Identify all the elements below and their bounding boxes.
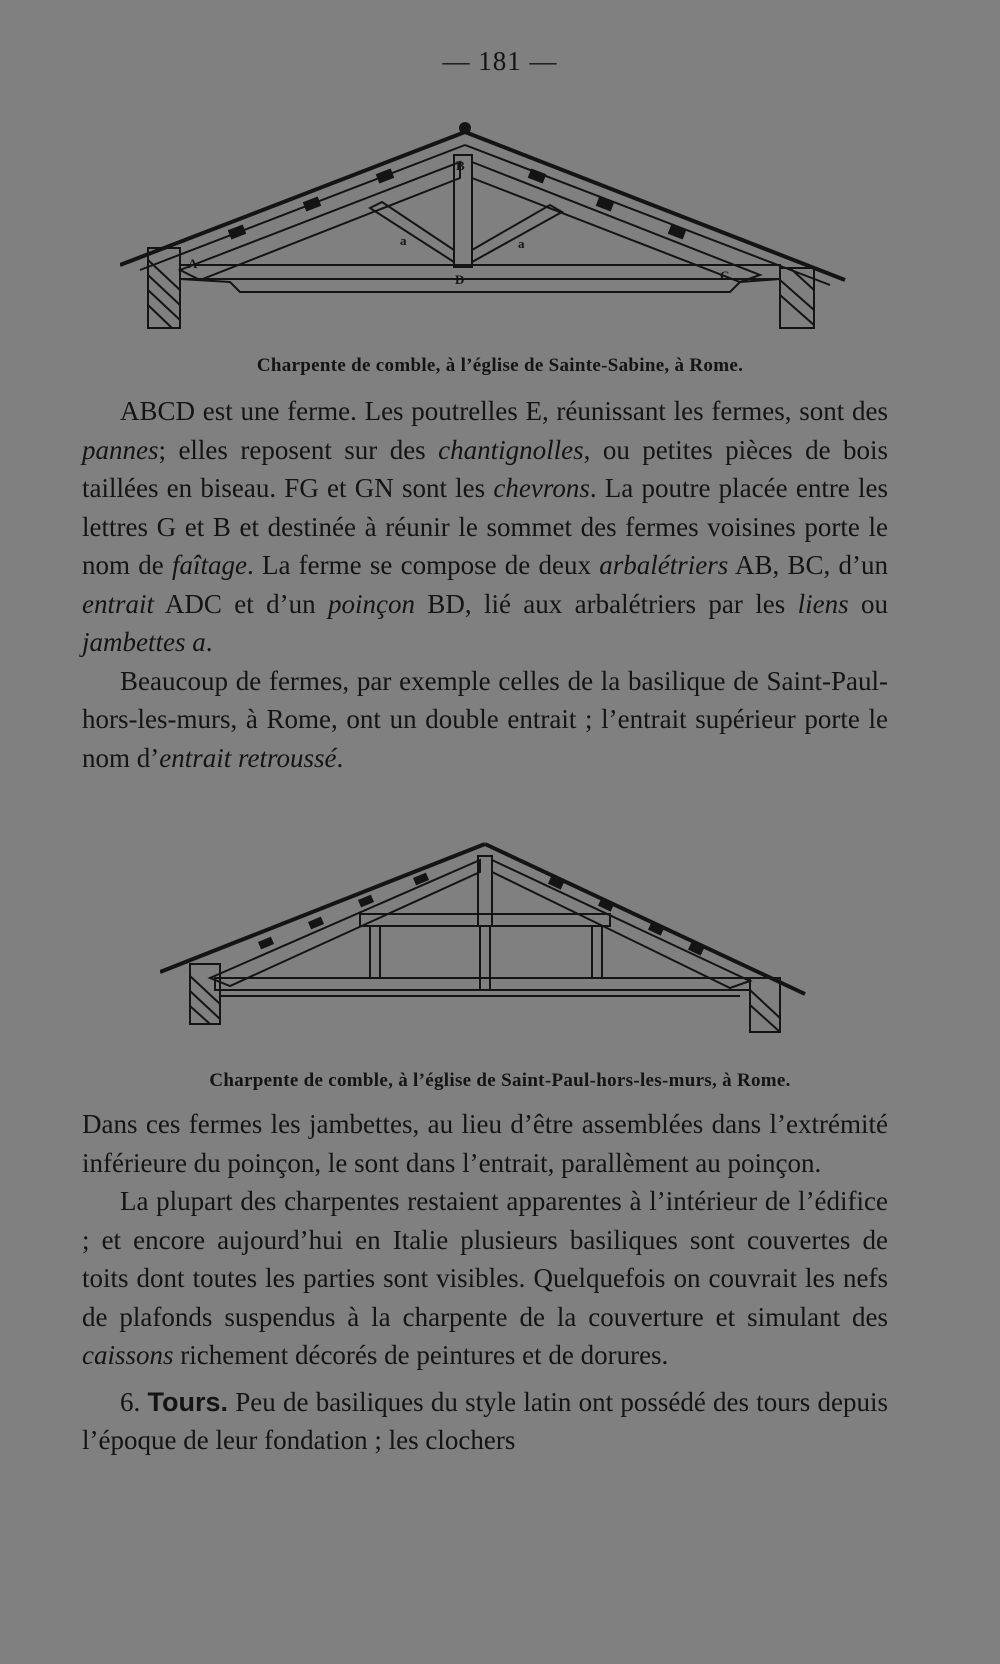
- label-a: A: [188, 256, 198, 271]
- entrait-retrousse: [360, 914, 610, 926]
- jambette-center: [480, 926, 490, 990]
- faitage: [460, 123, 470, 133]
- label-c: C: [720, 268, 730, 283]
- figure2-caption: Charpente de comble, à l’église de Saint-Paul-hors-les-murs, à Rome.: [209, 1070, 791, 1091]
- roof-covering-right: [465, 132, 845, 280]
- right-wall: [750, 978, 780, 1032]
- entrait: [180, 265, 780, 279]
- arbaletrier-left: [180, 162, 460, 280]
- section-title: Tours.: [147, 1386, 228, 1417]
- figure-sainte-sabine-truss: [120, 120, 860, 350]
- figure1-caption: Charpente de comble, à l’église de Sainte-Sabine, à Rome.: [256, 355, 744, 376]
- label-d: D: [455, 272, 465, 287]
- jambette-right: [472, 205, 562, 262]
- paragraph-3: Dans ces fermes les jambettes, au lieu d’être assemblées dans l’extrémité inférieure du poinçon, le sont dans l’entrait, parallèment au poinçon.: [82, 1109, 888, 1178]
- paragraph-5: 6. Tours. Peu de basiliques du style latin ont possédé des tours depuis l’époque de leur fondation ; les clochers: [82, 1386, 889, 1455]
- paragraph-2: Beaucoup de fermes, par exemple celles de la basilique de Saint-Paul-hors-les-murs, à Rome, ont un double entrait ; l’entrait supérieur porte le nom d’entrait retroussé.: [82, 665, 888, 773]
- truss-diagram-2: [160, 836, 810, 1036]
- roof-covering-left: [120, 132, 465, 265]
- jambette-right: [592, 926, 602, 978]
- jambette-left: [370, 202, 454, 262]
- truss-diagram-1: [120, 120, 860, 350]
- label-a-left: a: [400, 233, 407, 248]
- jambette-left: [370, 926, 380, 978]
- arbaletrier-right: [492, 860, 750, 988]
- figure-saint-paul-truss: [160, 836, 810, 1036]
- paragraph-4: La plupart des charpentes restaient apparentes à l’intérieur de l’édifice ; et encore aujourd’hui en Italie plusieurs basiliques sont couvertes de toits dont toutes les parties sont visibles. Quelquefois on couvrait les nefs de plafonds suspendus à la charpente de la couverture et simulant des caissons richement décorés de peintures et de dorures.: [82, 1186, 888, 1370]
- label-b: B: [456, 158, 465, 173]
- text-block-1: [82, 392, 888, 777]
- entrait: [215, 978, 750, 990]
- page-number: — 181 —: [442, 46, 558, 76]
- section-number: 6.: [120, 1386, 141, 1417]
- roof-covering-left: [160, 844, 485, 972]
- label-a-right: a: [518, 236, 525, 251]
- text-block-2: [82, 1105, 888, 1460]
- arbaletrier-left: [210, 860, 480, 986]
- roof-covering-right: [485, 844, 805, 994]
- paragraph-1: ABCD est une ferme. Les poutrelles E, réunissant les fermes, sont des pannes; elles reposent sur des chantignolles, ou petites pièces de bois taillées en biseau. FG et GN sont les chevrons. La poutre placée entre les lettres G et B et destinée à réunir le sommet des fermes voisines porte le nom de faîtage. La ferme se compose de deux arbalétriers AB, BC, d’un entrait ADC et d’un poinçon BD, lié aux arbalétriers par les liens ou jambettes a.: [82, 396, 889, 657]
- left-wall: [190, 964, 220, 1024]
